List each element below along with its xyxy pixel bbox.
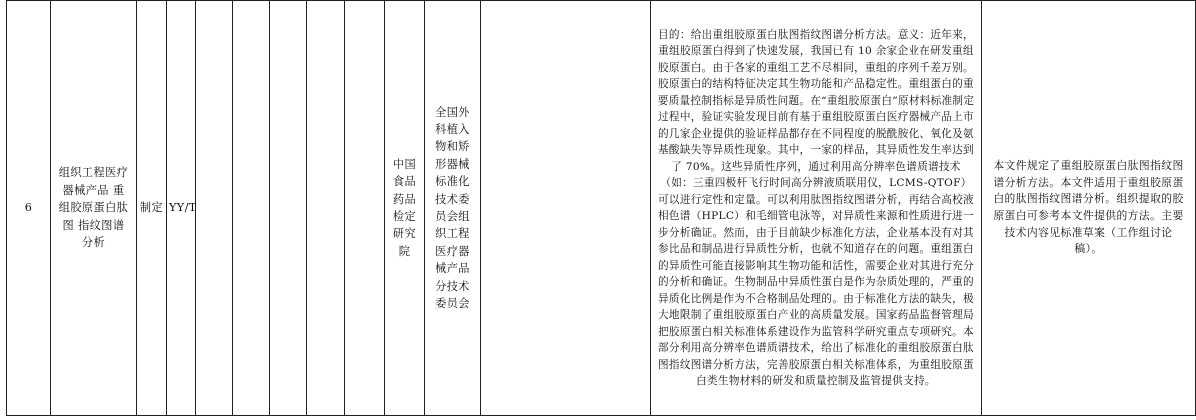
project-name: 组织工程医疗器械产品 重组胶原蛋白肽图 指纹图谱分析 [58,166,129,250]
standard-category: YY/T [169,201,197,215]
project-type: 制定 [139,201,164,215]
committee: 全国外科植入物和矫形器械标准化技术委员会组织工程医疗器械产品分技术委员会 [435,105,470,311]
blank-cell-6 [481,1,651,416]
drafting-org: 中国食品药品检定研究院 [392,157,417,258]
row-number [7,1,51,416]
table-row [7,1,1196,416]
row-number-text: 6 [24,201,33,215]
drafting-org-cell [385,1,425,416]
blank-cell-5 [345,1,385,416]
blank-cell-4 [307,1,345,416]
standards-table [6,0,1196,416]
scope-text: 本文件规定了重组胶原蛋白肽图指纹图谱分析方法。本文件适用于重组胶原蛋白的肽图指纹图谱分析。组织提取的胶原蛋白可参考本文件提供的方法。主要技术内容见标准草案（工作组讨论稿）。 [993,159,1184,256]
purpose-cell [651,1,982,416]
scope-cell [982,1,1196,416]
committee-cell [425,1,481,416]
project-name-cell [51,1,137,416]
blank-cell-3 [270,1,307,416]
standard-category-cell [167,1,196,416]
type-cell [137,1,167,416]
blank-cell-2 [233,1,270,416]
blank-cell-1 [196,1,233,416]
purpose-text: 目的：给出重组胶原蛋白肽图指纹图谱分析方法。意义：近年来，重组胶原蛋白得到了快速发展，我国已有 10 余家企业在研发重组胶原蛋白。由于各家的重组工艺不尽相同，重组的序列千差万别。胶原蛋白的结构特征决定其生物功能和产品稳定性。重组蛋白的重要质量控制指标是异质性问题。在“重组胶原蛋白”原材料标准制定过程中，验证实验发现目前有基于重组胶原蛋白医疗器械产品上市的几家企业提供的验证样品都存在不同程度的脱酰胺化、氧化及氨基酸缺失等异质性现象。其中，一家的样品，其异质性发生率达到了 70%。这些异质性序列，通过利用高分辨率色谱质谱技术（如：三重四极杆飞行时间高分辨液质联用仪，LCMS-QTOF）可以进行定性和定量。可以利用肽图指纹图谱分析，再结合高校液相色谱（HPLC）和毛细管电泳等，对异质性来源和性质进行进一步分析确证。然而，由于目前缺少标准化方法，企业基本没有对其参比品和制品进行异质性分析，也就不知道存在的问题。重组蛋白的异质性可能直接影响其生物功能和活性，需要企业对其进行充分的分析和确证。生物制品中异质性蛋白是作为杂质处理的，严重的异质化比例是作为不合格制品处理的。由于标准化方法的缺失，极大地限制了重组胶原蛋白产业的高质量发展。国家药品监督管理局把胶原蛋白相关标准体系建设作为监管科学研究重点专项研究。本部分利用高分辨率色谱质谱技术，给出了标准化的重组胶原蛋白肽图指纹图谱分析方法，完善胶原蛋白相关标准体系，为重组胶原蛋白类生物材料的研发和质量控制及监管提供支持。 [657,28,975,387]
